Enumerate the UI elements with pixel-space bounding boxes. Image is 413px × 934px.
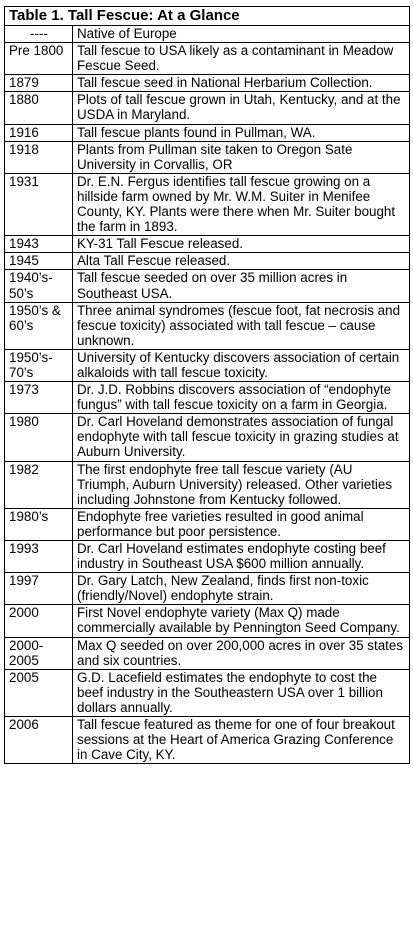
table-row [5,124,410,141]
year-cell: 1973 [5,382,73,414]
year-cell: 1879 [5,75,73,92]
event-cell: Max Q seeded on over 200,000 acres in over 35 states and six countries. [73,637,410,669]
year-cell: Pre 1800 [5,43,73,75]
year-cell: 2006 [5,717,73,764]
table-row [5,43,410,75]
year-cell: ---- [5,26,73,43]
event-cell: Endophyte free varieties resulted in good animal performance but poor persistence. [73,508,410,540]
table-row [5,236,410,253]
year-cell: 2005 [5,669,73,716]
table-row [5,349,410,381]
table-row [5,270,410,302]
event-cell: University of Kentucky discovers association of certain alkaloids with tall fescue toxicity. [73,349,410,381]
event-cell: Dr. E.N. Fergus identifies tall fescue growing on a hillside farm owned by Mr. W.M. Suiter in Menifee County, KY. Plants were there when Mr. Suiter bought the farm in 1893. [73,173,410,235]
event-cell: Tall fescue seed in National Herbarium Collection. [73,75,410,92]
table-row [5,92,410,124]
event-cell: Tall fescue to USA likely as a contaminant in Meadow Fescue Seed. [73,43,410,75]
event-cell: Three animal syndromes (fescue foot, fat necrosis and fescue toxicity) associated with tall fescue – cause unknown. [73,302,410,349]
event-cell: The first endophyte free tall fescue variety (AU Triumph, Auburn University) released. Other varieties including Johnstone from Kentucky followed. [73,461,410,508]
event-cell: Dr. Carl Hoveland demonstrates association of fungal endophyte with tall fescue toxicity in grazing studies at Auburn University. [73,414,410,461]
year-cell: 1950’s & 60’s [5,302,73,349]
year-cell: 1940’s-50’s [5,270,73,302]
year-cell: 1950’s-70’s [5,349,73,381]
table-row [5,669,410,716]
event-cell: Tall fescue seeded on over 35 million acres in Southeast USA. [73,270,410,302]
year-cell: 1943 [5,236,73,253]
table-row [5,253,410,270]
table-row [5,75,410,92]
table-row [5,26,410,43]
table-title-row [5,7,410,26]
table-row [5,382,410,414]
event-cell: KY-31 Tall Fescue released. [73,236,410,253]
table-row [5,302,410,349]
year-cell: 1993 [5,541,73,573]
year-cell: 2000-2005 [5,637,73,669]
table-row [5,508,410,540]
event-cell: Plots of tall fescue grown in Utah, Kentucky, and at the USDA in Maryland. [73,92,410,124]
year-cell: 1945 [5,253,73,270]
event-cell: G.D. Lacefield estimates the endophyte to cost the beef industry in the Southeastern USA over 1 billion dollars annually. [73,669,410,716]
timeline-table [4,6,410,764]
year-cell: 1980’s [5,508,73,540]
event-cell: Native of Europe [73,26,410,43]
table-row [5,461,410,508]
year-cell: 1980 [5,414,73,461]
table-body [5,26,410,764]
event-cell: Dr. J.D. Robbins discovers association of “endophyte fungus” with tall fescue toxicity on a farm in Georgia. [73,382,410,414]
event-cell: First Novel endophyte variety (Max Q) made commercially available by Pennington Seed Company. [73,605,410,637]
table-row [5,141,410,173]
table-title: Table 1. Tall Fescue: At a Glance [5,7,410,26]
event-cell: Tall fescue plants found in Pullman, WA. [73,124,410,141]
year-cell: 1982 [5,461,73,508]
year-cell: 1916 [5,124,73,141]
event-cell: Plants from Pullman site taken to Oregon Sate University in Corvallis, OR [73,141,410,173]
event-cell: Alta Tall Fescue released. [73,253,410,270]
event-cell: Dr. Gary Latch, New Zealand, finds first non-toxic (friendly/Novel) endophyte strain. [73,573,410,605]
event-cell: Tall fescue featured as theme for one of four breakout sessions at the Heart of America Grazing Conference in Cave City, KY. [73,717,410,764]
table-row [5,637,410,669]
table-row [5,717,410,764]
year-cell: 1918 [5,141,73,173]
event-cell: Dr. Carl Hoveland estimates endophyte costing beef industry in Southeast USA $600 million annually. [73,541,410,573]
table-row [5,414,410,461]
year-cell: 1931 [5,173,73,235]
year-cell: 2000 [5,605,73,637]
table-row [5,541,410,573]
table-row [5,573,410,605]
table-row [5,173,410,235]
year-cell: 1880 [5,92,73,124]
table-row [5,605,410,637]
year-cell: 1997 [5,573,73,605]
